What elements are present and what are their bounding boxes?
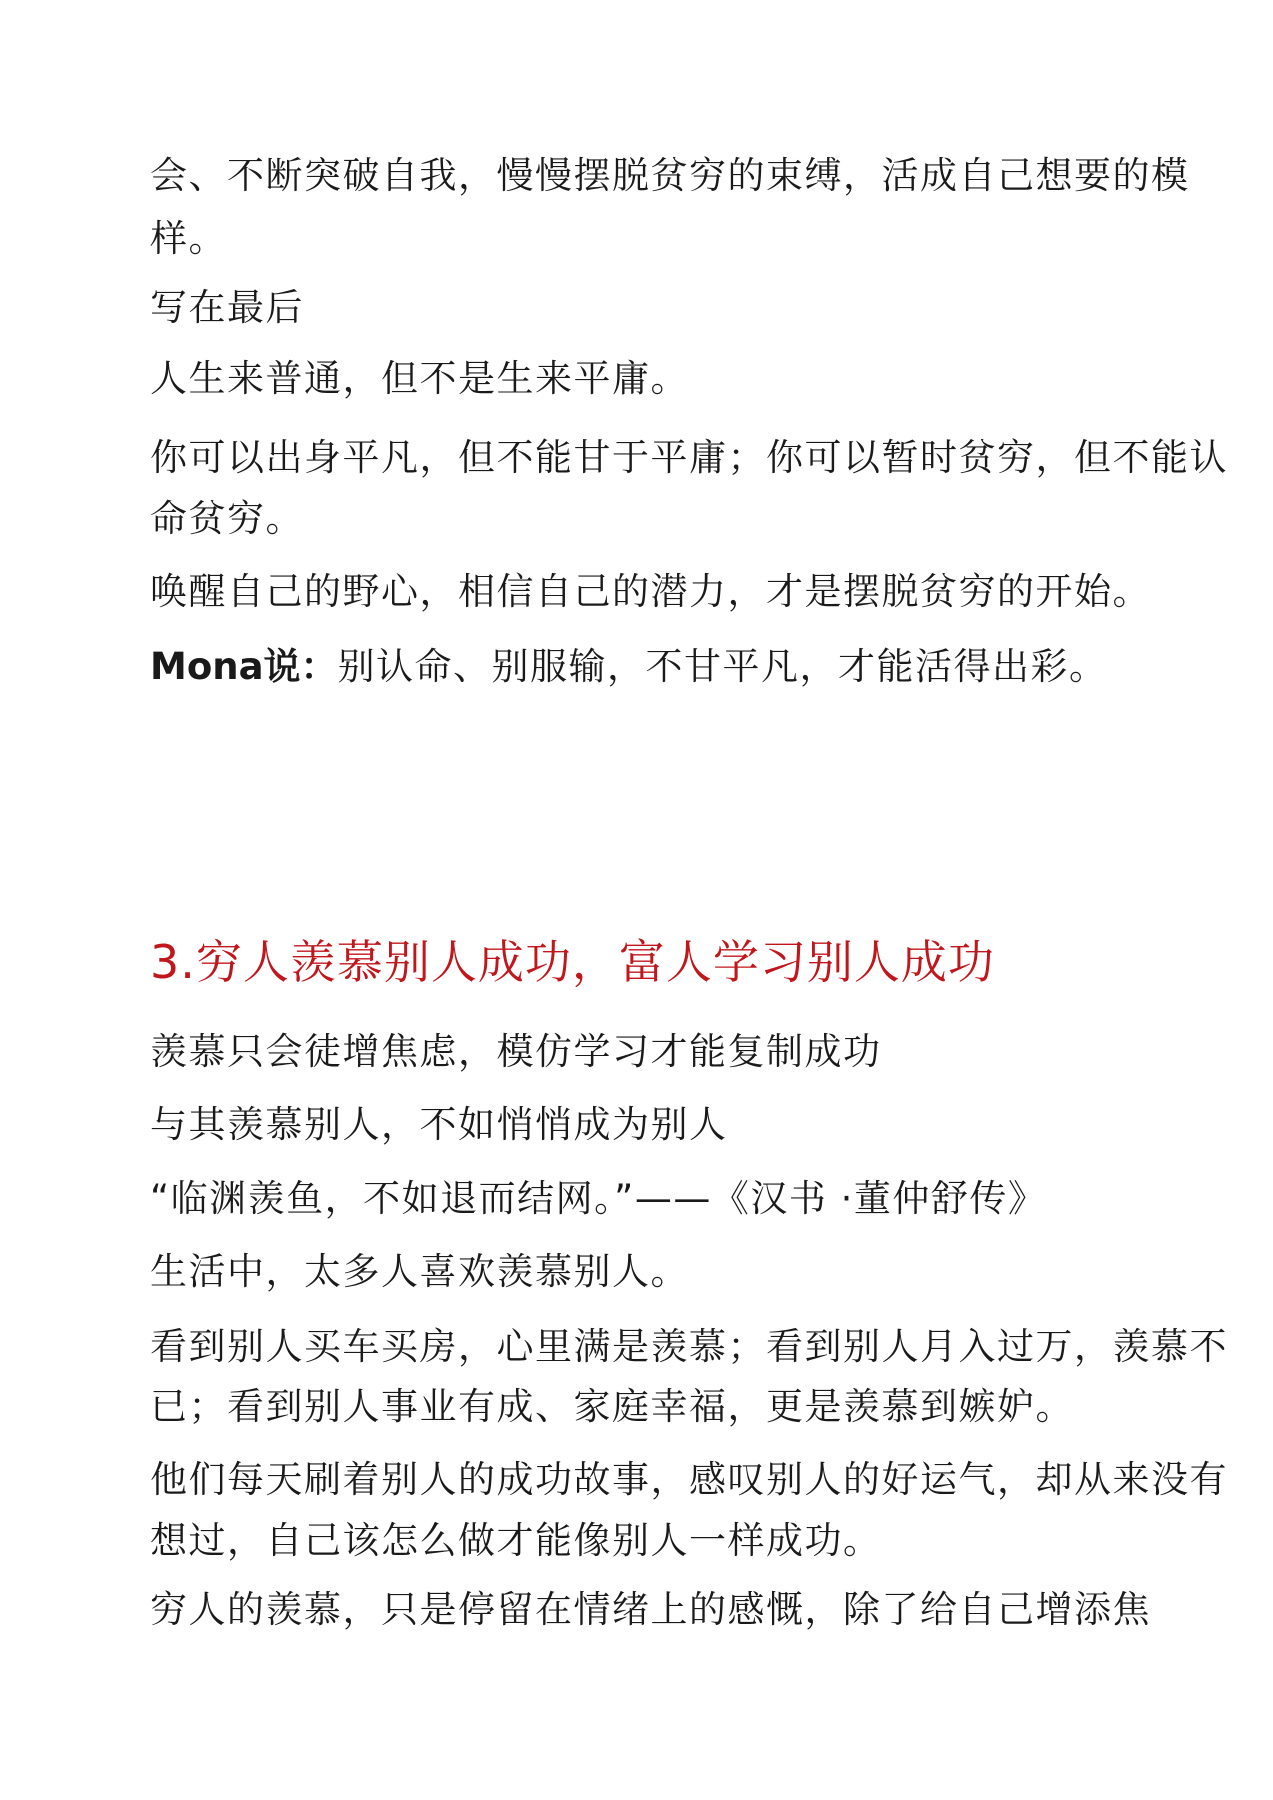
paragraph-line: 羡慕只会徒增焦虑，模仿学习才能复制成功 bbox=[150, 1030, 882, 1073]
paragraph-line: 生活中，太多人喜欢羡慕别人。 bbox=[150, 1250, 689, 1293]
paragraph-line: 想过，自己该怎么做才能像别人一样成功。 bbox=[150, 1519, 882, 1562]
section-heading: 3.穷人羡慕别人成功，富人学习别人成功 bbox=[150, 935, 995, 989]
mona-quote bbox=[150, 643, 1108, 691]
quote-line: “临渊羡鱼，不如退而结网。”——《汉书 ·董仲舒传》 bbox=[150, 1177, 1047, 1220]
paragraph-line: 穷人的羡慕，只是停留在情绪上的感慨，除了给自己增添焦 bbox=[150, 1588, 1151, 1631]
paragraph-line: 看到别人买车买房，心里满是羡慕；看到别人月入过万，羡慕不 bbox=[150, 1325, 1228, 1368]
paragraph-line: 样。 bbox=[150, 217, 227, 260]
paragraph-line: 你可以出身平凡，但不能甘于平庸；你可以暂时贫穷，但不能认 bbox=[150, 436, 1228, 479]
paragraph-line: 会、不断突破自我，慢慢摆脱贫穷的束缚，活成自己想要的模 bbox=[150, 154, 1190, 197]
mona-label: Mona说： bbox=[150, 645, 338, 688]
paragraph-line: 命贫穷。 bbox=[150, 497, 304, 540]
paragraph-line: 已；看到别人事业有成、家庭幸福，更是羡慕到嫉妒。 bbox=[150, 1385, 1074, 1428]
paragraph-line: 与其羡慕别人，不如悄悄成为别人 bbox=[150, 1103, 728, 1146]
subheading-line: 写在最后 bbox=[150, 286, 304, 329]
paragraph-line: 他们每天刷着别人的成功故事，感叹别人的好运气，却从来没有 bbox=[150, 1458, 1228, 1501]
paragraph-line: 人生来普通，但不是生来平庸。 bbox=[150, 357, 689, 400]
mona-text: 别认命、别服输，不甘平凡，才能活得出彩。 bbox=[337, 645, 1108, 688]
paragraph-line: 唤醒自己的野心，相信自己的潜力，才是摆脱贫穷的开始。 bbox=[150, 570, 1151, 613]
